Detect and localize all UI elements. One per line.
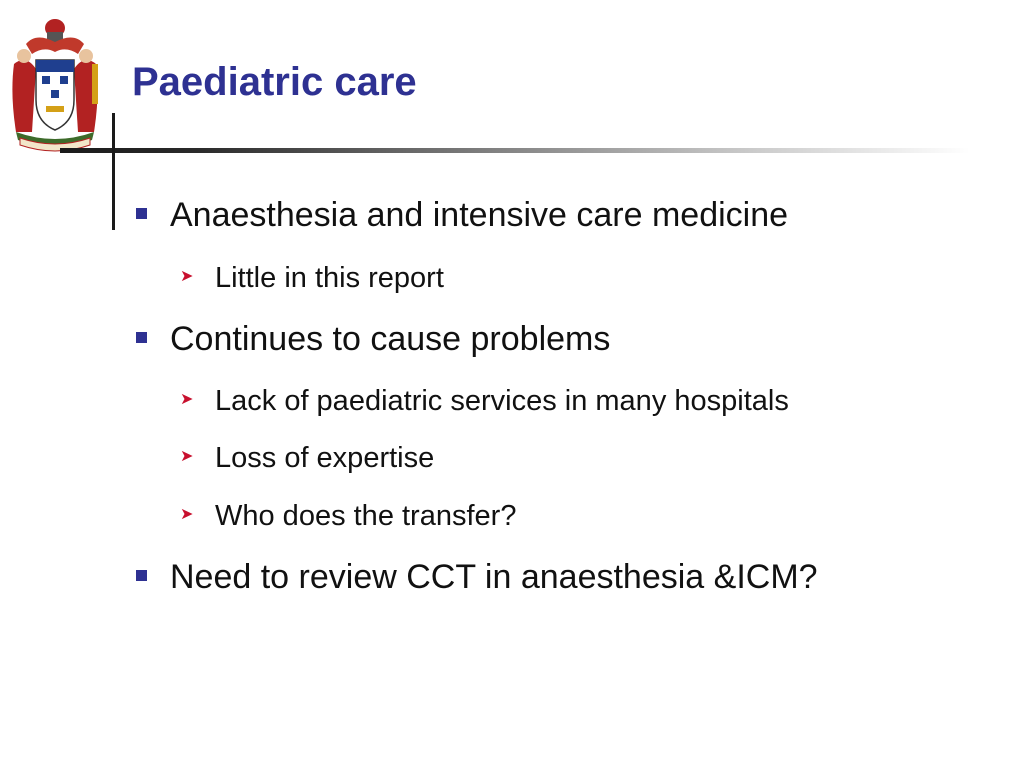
bullet-text: Need to review CCT in anaesthesia &ICM? bbox=[170, 558, 818, 596]
bullet-text: Anaesthesia and intensive care medicine bbox=[170, 196, 789, 234]
sub-bullet-text: Who does the transfer? bbox=[215, 500, 517, 532]
arrow-bullet-icon: ➤ bbox=[180, 268, 194, 285]
arrow-bullet-icon: ➤ bbox=[180, 506, 194, 523]
title-divider-vertical bbox=[112, 113, 115, 230]
bullet-text: Continues to cause problems bbox=[170, 320, 611, 358]
sub-bullet-text: Lack of paediatric services in many hospitals bbox=[215, 385, 789, 417]
square-bullet-icon bbox=[136, 332, 147, 343]
title-divider-horizontal bbox=[60, 148, 970, 153]
crest-icon bbox=[6, 14, 104, 154]
square-bullet-icon bbox=[136, 570, 147, 581]
arrow-bullet-icon: ➤ bbox=[180, 448, 194, 465]
page-title: Paediatric care bbox=[132, 60, 417, 104]
arrow-bullet-icon: ➤ bbox=[180, 391, 194, 408]
square-bullet-icon bbox=[136, 208, 147, 219]
sub-bullet-text: Little in this report bbox=[215, 262, 444, 294]
sub-bullet-text: Loss of expertise bbox=[215, 442, 435, 474]
